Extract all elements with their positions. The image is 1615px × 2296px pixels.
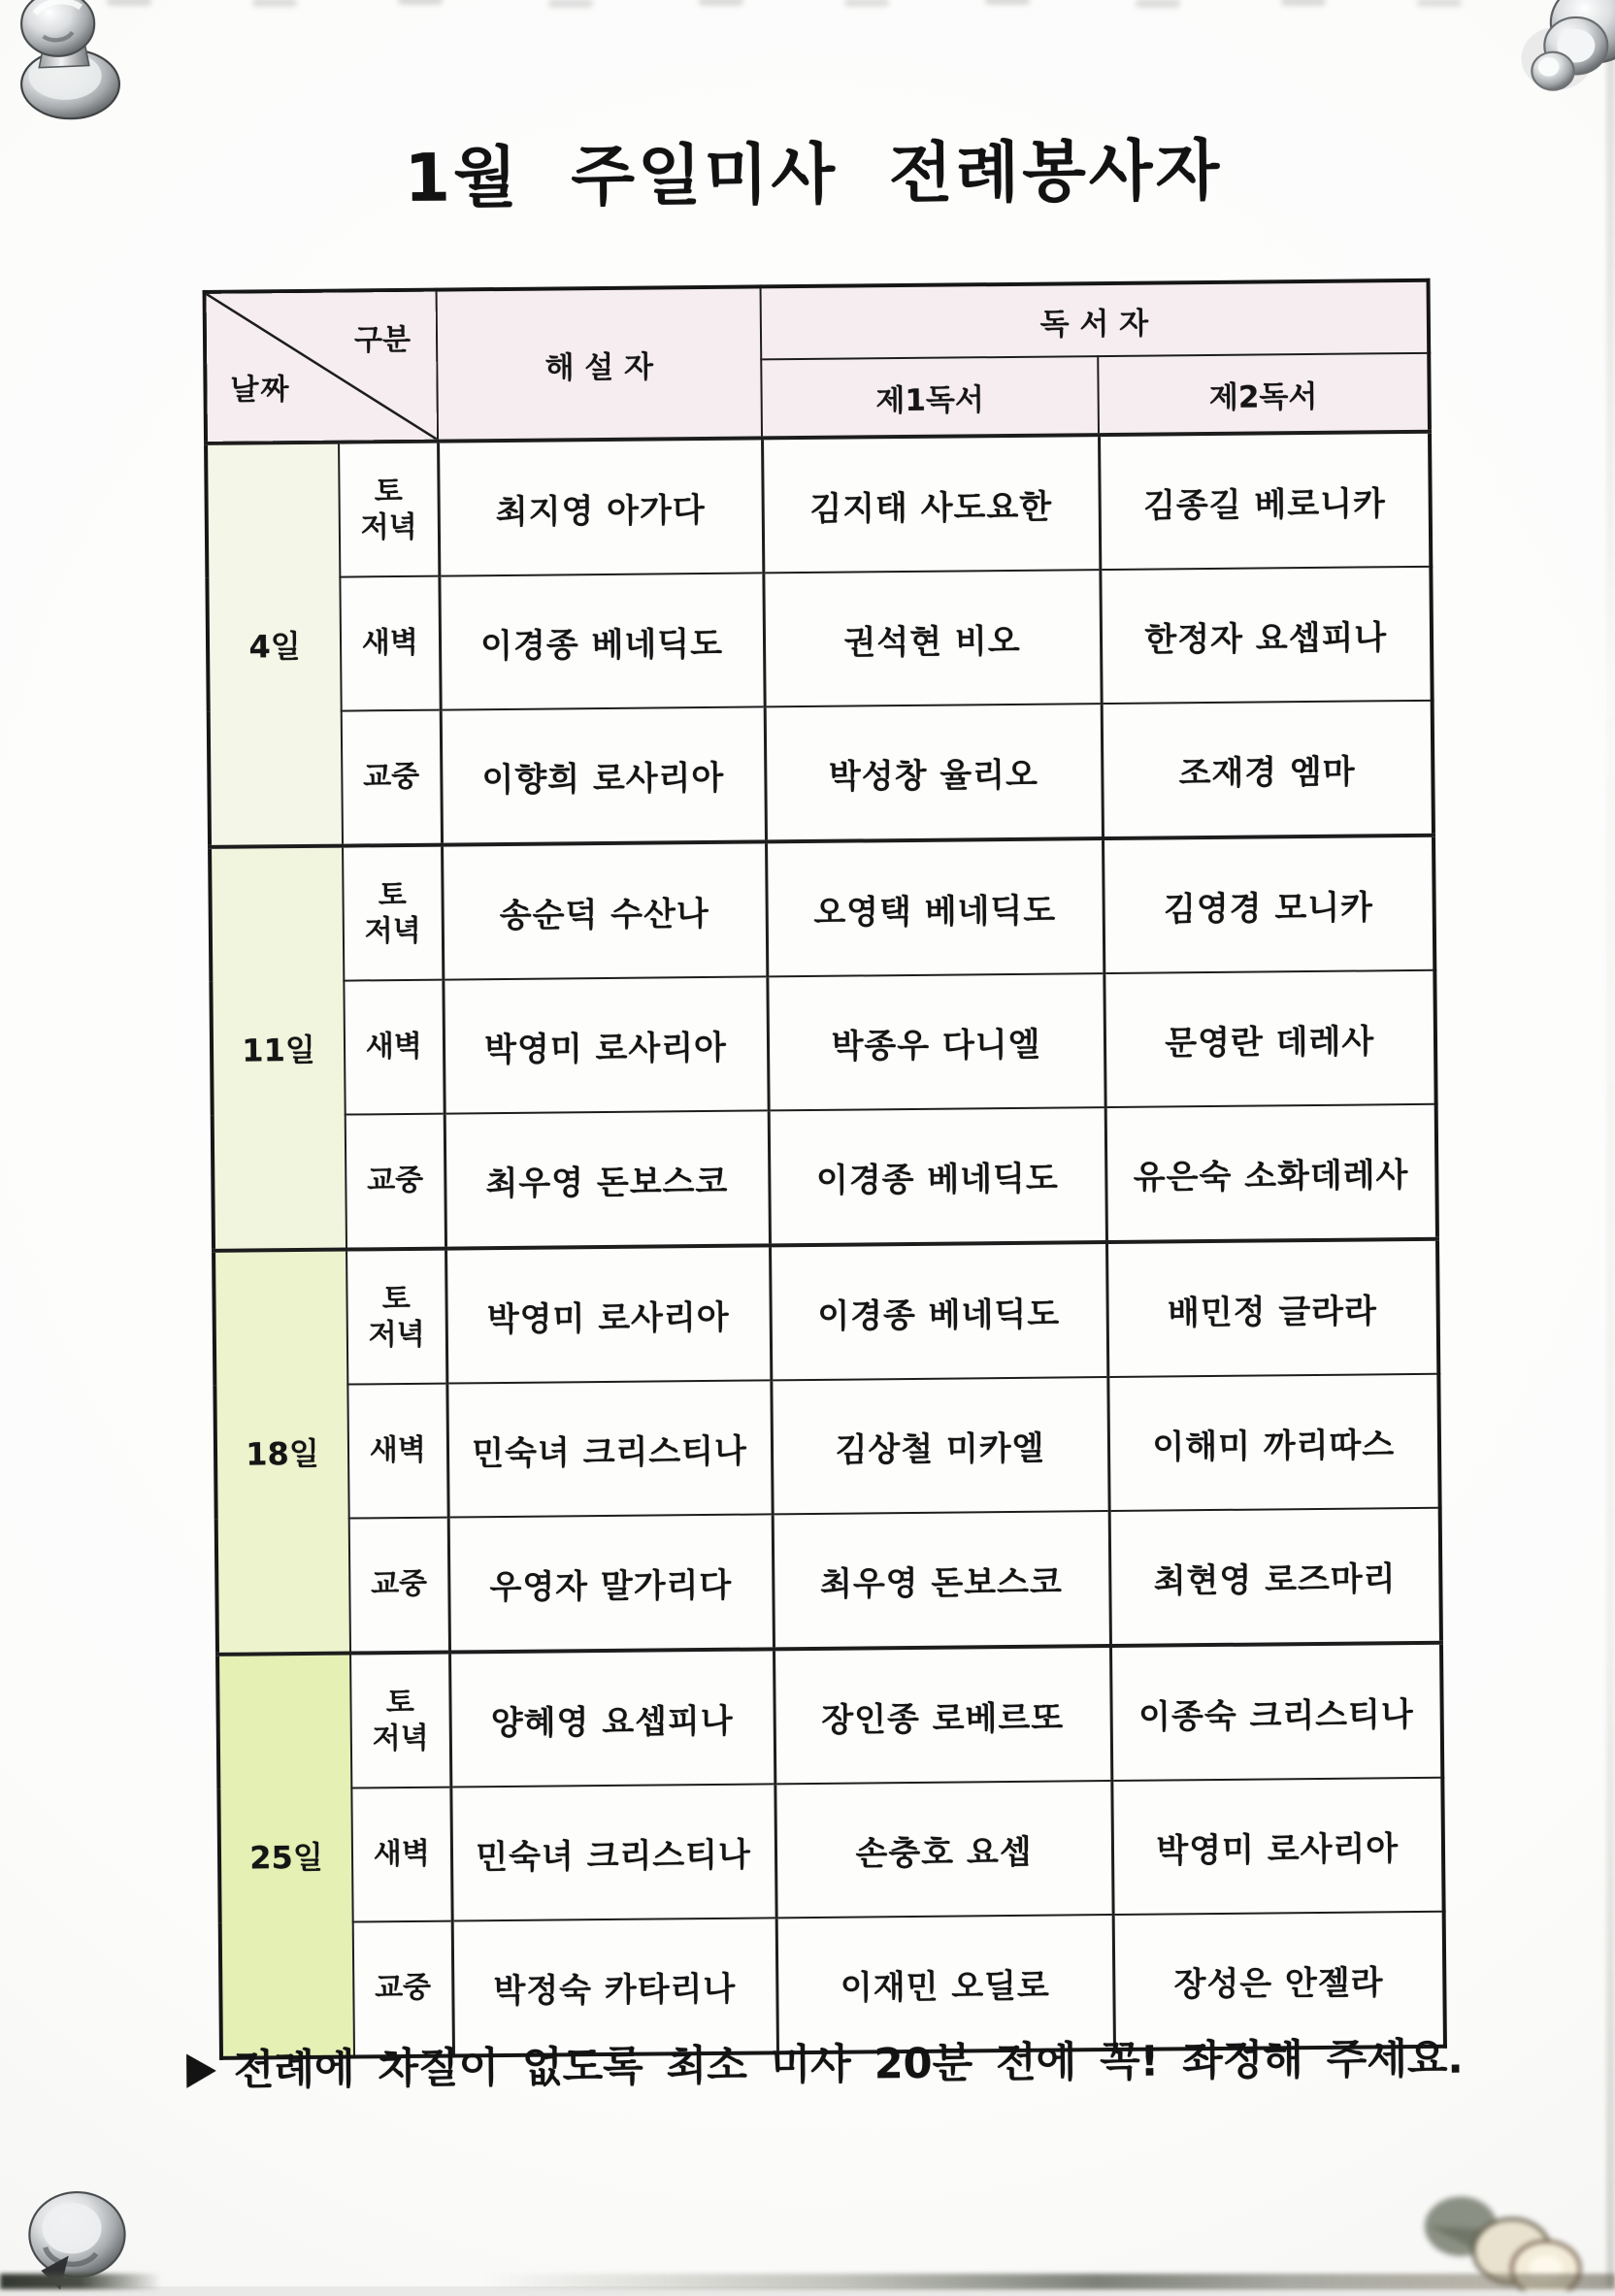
mass-type-cell: 교중 xyxy=(353,1921,453,2057)
date-cell: 18일 xyxy=(214,1250,350,1655)
commentator-cell: 송순덕 수산나 xyxy=(442,841,767,979)
commentator-cell: 최지영 아가다 xyxy=(438,438,763,575)
corner-label-category: 구분 xyxy=(353,322,412,358)
date-cell: 11일 xyxy=(210,846,346,1251)
readers-group-header: 독 서 자 xyxy=(761,280,1430,360)
first-reading-cell: 권석현 비오 xyxy=(763,570,1101,706)
commentator-cell: 민숙녀 크리스티나 xyxy=(450,1784,775,1920)
first-reading-cell: 김지태 사도요한 xyxy=(762,435,1100,573)
first-reading-cell: 오영택 베네딕도 xyxy=(766,838,1104,976)
first-reading-header: 제1독서 xyxy=(761,356,1099,438)
mass-type-cell: 토 저녁 xyxy=(339,442,439,577)
commentator-cell: 우영자 말가리다 xyxy=(448,1514,774,1652)
commentator-cell: 박영미 로사리아 xyxy=(445,1245,771,1383)
first-reading-cell: 김상철 미카엘 xyxy=(771,1377,1108,1514)
table-row xyxy=(214,1239,1438,1386)
table-row xyxy=(216,1508,1441,1655)
second-reading-cell: 김종길 베로니카 xyxy=(1099,432,1431,570)
mass-type-cell: 교중 xyxy=(342,710,442,846)
pushpin-top-left xyxy=(6,0,120,126)
second-reading-cell: 이해미 까리따스 xyxy=(1107,1374,1439,1511)
triangle-bullet-icon: ▶ xyxy=(185,2041,217,2094)
page-title: 1월 주일미사 전례봉사자 xyxy=(404,132,1223,217)
first-reading-cell: 이경종 베네딕도 xyxy=(770,1242,1107,1380)
table-row xyxy=(213,1104,1437,1251)
table-row xyxy=(209,701,1434,847)
first-reading-cell: 박성창 율리오 xyxy=(765,704,1103,841)
table-row xyxy=(214,1374,1439,1520)
commentator-cell: 양혜영 요셉피나 xyxy=(449,1649,775,1787)
first-reading-cell: 이재민 오딜로 xyxy=(776,1915,1114,2052)
commentator-cell: 이향희 로사리아 xyxy=(441,706,766,844)
commentator-cell: 최우영 돈보스코 xyxy=(445,1110,770,1248)
date-cell: 25일 xyxy=(217,1654,354,2058)
pushpin-bottom-right xyxy=(1386,2168,1599,2290)
commentator-cell: 박정숙 카타리나 xyxy=(452,1918,777,2055)
mass-type-cell: 새벽 xyxy=(347,1384,447,1519)
table-row xyxy=(207,567,1432,712)
second-reading-cell: 박영미 로사리아 xyxy=(1111,1778,1443,1915)
table-row xyxy=(211,970,1435,1116)
footnote xyxy=(186,2025,1478,2097)
second-reading-cell: 문영란 데레사 xyxy=(1104,970,1435,1107)
second-reading-cell: 김영경 모니카 xyxy=(1103,836,1434,973)
mass-type-cell: 토 저녁 xyxy=(346,1249,446,1385)
first-reading-cell: 최우영 돈보스코 xyxy=(773,1511,1110,1649)
second-reading-cell: 유은숙 소화데레사 xyxy=(1105,1104,1437,1242)
mass-type-cell: 교중 xyxy=(349,1518,449,1654)
table-row xyxy=(218,1778,1443,1923)
second-reading-cell: 장성은 안젤라 xyxy=(1113,1912,1445,2050)
date-cell: 4일 xyxy=(206,443,343,847)
second-reading-cell: 배민정 글라라 xyxy=(1106,1239,1438,1377)
second-reading-cell: 최현영 로즈마리 xyxy=(1109,1508,1441,1646)
second-reading-cell: 조재경 엠마 xyxy=(1102,701,1434,838)
mass-type-cell: 교중 xyxy=(346,1114,445,1250)
underlying-surface-edge xyxy=(0,2274,1615,2289)
liturgy-roster-table xyxy=(203,279,1447,2060)
first-reading-cell: 장인종 로베르또 xyxy=(774,1646,1111,1784)
corner-label-date: 날짜 xyxy=(230,373,291,408)
commentator-cell: 이경종 베네딕도 xyxy=(439,573,764,709)
first-reading-cell: 손충호 요셉 xyxy=(775,1781,1112,1918)
corner-cell xyxy=(205,290,438,443)
mass-type-cell: 토 저녁 xyxy=(350,1653,450,1788)
mass-type-cell: 토 저녁 xyxy=(343,845,443,981)
table-row xyxy=(206,432,1431,578)
mass-type-cell: 새벽 xyxy=(351,1788,451,1922)
mass-type-cell: 새벽 xyxy=(340,576,440,711)
commentator-cell: 민숙녀 크리스티나 xyxy=(446,1380,772,1517)
commentator-header: 해 설 자 xyxy=(437,286,762,441)
second-reading-header: 제2독서 xyxy=(1098,353,1430,435)
first-reading-cell: 박종우 다니엘 xyxy=(767,973,1104,1110)
footnote-text: 전례에 차질이 없도록 최소 미사 20분 전에 꼭! 좌정해 주세요. xyxy=(233,2034,1464,2095)
second-reading-cell: 이종숙 크리스티나 xyxy=(1110,1643,1442,1781)
second-reading-cell: 한정자 요셉피나 xyxy=(1100,567,1432,704)
pushpin-top-right xyxy=(1502,0,1615,120)
commentator-cell: 박영미 로사리아 xyxy=(443,976,768,1113)
first-reading-cell: 이경종 베네딕도 xyxy=(769,1107,1106,1245)
mass-type-cell: 새벽 xyxy=(344,980,444,1115)
table-row xyxy=(210,836,1434,982)
table-row xyxy=(217,1643,1442,1789)
